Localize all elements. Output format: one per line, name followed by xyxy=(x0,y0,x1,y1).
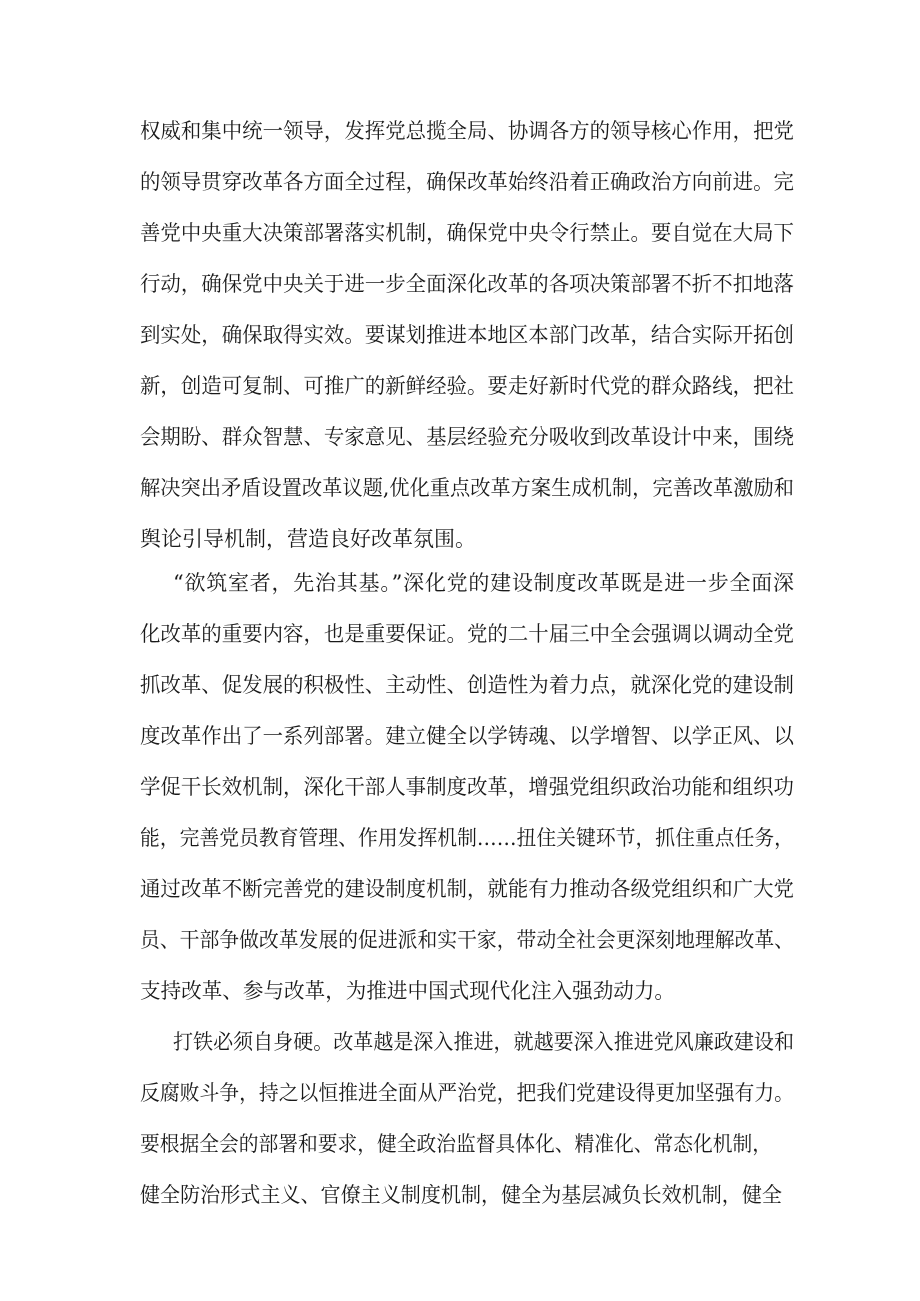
line-text: 权威和集中统一领导，发挥党总揽全局、协调各方的领导核心作用，把党 xyxy=(140,119,794,143)
line-text: 解决突出矛盾设置改革议题,优化重点改革方案生成机制，完善改革激励和 xyxy=(140,476,794,500)
line-text: 要根据全会的部署和要求，健全政治监督具体化、精准化、常态化机制， xyxy=(140,1132,772,1156)
line-text: 新，创造可复制、可推广的新鲜经验。要走好新时代党的群众路线，把社 xyxy=(140,374,794,398)
paragraph-2-line-8 xyxy=(0,920,920,960)
paragraph-2-line-7 xyxy=(0,869,920,909)
paragraph-1-line-1 xyxy=(0,111,920,151)
line-text: 会期盼、群众智慧、专家意见、基层经验充分吸收到改革设计中来，围绕 xyxy=(140,425,794,449)
paragraph-2-line-6 xyxy=(0,818,920,858)
paragraph-3-line-1 xyxy=(0,1022,920,1062)
paragraph-2-line-1 xyxy=(0,563,920,603)
paragraph-2-line-2 xyxy=(0,614,920,654)
line-text: 善党中央重大决策部署落实机制，确保党中央令行禁止。要自觉在大局下 xyxy=(140,221,794,245)
paragraph-1-line-4 xyxy=(0,264,920,304)
paragraph-1-line-3 xyxy=(0,213,920,253)
line-text: 能，完善党员教育管理、作用发挥机制……扭住关键环节，抓住重点任务， xyxy=(140,826,794,850)
paragraph-1-line-9 xyxy=(0,519,920,559)
line-text: 舆论引导机制，营造良好改革氛围。 xyxy=(140,527,476,551)
line-text: 健全防治形式主义、官僚主义制度机制，健全为基层减负长效机制，健全 xyxy=(140,1183,782,1207)
paragraph-2-line-5 xyxy=(0,767,920,807)
paragraph-1-line-5 xyxy=(0,315,920,355)
line-text: 反腐败斗争，持之以恒推进全面从严治党，把我们党建设得更加坚强有力。 xyxy=(140,1081,794,1105)
line-text: 通过改革不断完善党的建设制度机制，就能有力推动各级党组织和广大党 xyxy=(140,877,794,901)
paragraph-3-line-2 xyxy=(0,1073,920,1113)
line-text: 化改革的重要内容，也是重要保证。党的二十届三中全会强调以调动全党 xyxy=(140,622,794,646)
paragraph-1-line-8 xyxy=(0,468,920,508)
line-text: “欲筑室者，先治其基。”深化党的建设制度改革既是进一步全面深 xyxy=(173,571,795,595)
line-text: 员、干部争做改革发展的促进派和实干家，带动全社会更深刻地理解改革、 xyxy=(140,928,794,952)
line-text: 打铁必须自身硬。改革越是深入推进，就越要深入推进党风廉政建设和 xyxy=(173,1030,794,1054)
line-text: 行动，确保党中央关于进一步全面深化改革的各项决策部署不折不扣地落 xyxy=(140,272,794,296)
paragraph-1-line-6 xyxy=(0,366,920,406)
paragraph-3-line-3 xyxy=(0,1124,920,1164)
line-text: 到实处，确保取得实效。要谋划推进本地区本部门改革，结合实际开拓创 xyxy=(140,323,794,347)
line-text: 度改革作出了一系列部署。建立健全以学铸魂、以学增智、以学正风、以 xyxy=(140,724,794,748)
line-text: 抓改革、促发展的积极性、主动性、创造性为着力点，就深化党的建设制 xyxy=(140,673,794,697)
line-text: 支持改革、参与改革，为推进中国式现代化注入强劲动力。 xyxy=(140,979,675,1003)
paragraph-1-line-2 xyxy=(0,162,920,202)
paragraph-3-line-4 xyxy=(0,1175,920,1215)
line-text: 学促干长效机制，深化干部人事制度改革，增强党组织政治功能和组织功 xyxy=(140,775,794,799)
paragraph-2-line-9 xyxy=(0,971,920,1011)
paragraph-2-line-4 xyxy=(0,716,920,756)
paragraph-1-line-7 xyxy=(0,417,920,457)
paragraph-2-line-3 xyxy=(0,665,920,705)
line-text: 的领导贯穿改革各方面全过程，确保改革始终沿着正确政治方向前进。完 xyxy=(140,170,794,194)
